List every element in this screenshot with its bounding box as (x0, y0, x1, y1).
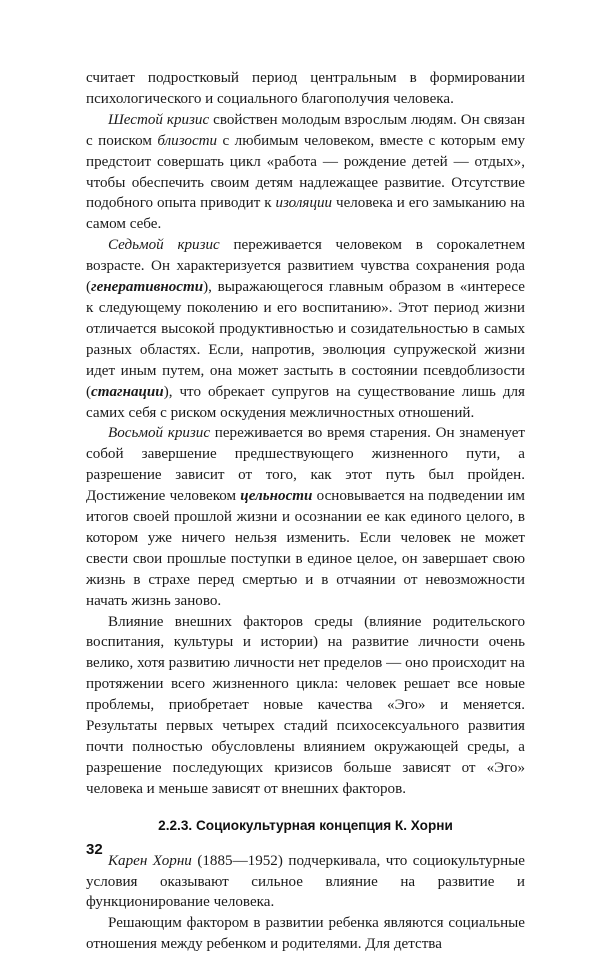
text-run: ), выражающегося главным образом в «интересе к следующему поколению и его воспитанию». Этот период жизни отличается высокой продуктивностью и созидательностью в самых разных областях. Если, напротив, эволюция супружеской жизни идет иным путем, она может застыть в состоянии псевдоблизости ( (86, 279, 525, 400)
paragraph (86, 423, 525, 611)
emphasized-term: близости (157, 132, 218, 149)
emphasized-term: стагнации (91, 383, 164, 400)
paragraphs-after-heading (86, 851, 525, 955)
paragraphs-before-heading (86, 68, 525, 800)
text-run: с любимым человеком, вместе с которым ему предстоит совершать цикл «работа — рождение детей — отдых», чтобы обеспечить своим детям надлежащее развитие. Отсутствие подобного опыта приводит к (86, 132, 526, 212)
paragraph (86, 68, 525, 110)
emphasized-term: генеративности (91, 279, 204, 296)
emphasized-term: цельности (240, 488, 313, 505)
text-run: Решающим фактором в развитии ребенка являются социальные отношения между ребенком и родителями. Для детства (86, 915, 525, 953)
text-run: переживается человеком в сорокалетнем возрасте. Он характеризуется развитием чувства сохранения рода ( (86, 237, 525, 296)
paragraph (86, 612, 525, 800)
text-run: свойствен молодым взрослым людям. Он связан с поиском (86, 111, 526, 149)
page-number: 32 (86, 841, 103, 858)
emphasized-term: Восьмой кризис (108, 425, 211, 442)
text-run: Влияние внешних факторов среды (влияние родительского воспитания, культуры и истории) на развитие личности очень велико, хотя развитию личности нет пределов — оно происходит на протяжении всего жизненного цикла: человек решает все новые проблемы, приобретает новые качества «Эго» и меняется. Результаты первых четырех стадий психосексуального развития почти полностью обусловлены влиянием окружающей среды, а разрешение последующих кризисов больше зависят от «Эго» человека и меньше зависят от внешних факторов. (86, 613, 525, 797)
text-run: ), что обрекает супругов на существование лишь для самих себя с риском оскудения межличностных отношений. (86, 383, 525, 421)
section-heading: 2.2.3. Социокультурная концепция К. Хорни (158, 817, 453, 833)
paragraph (86, 913, 525, 955)
text-run: считает подростковый период центральным в формировании психологического и социального благополучия человека. (86, 70, 525, 107)
emphasized-term: изоляции (275, 195, 333, 212)
paragraph (86, 851, 525, 914)
paragraph (86, 110, 525, 235)
paragraph (86, 235, 525, 423)
emphasized-term: Седьмой кризис (108, 237, 220, 254)
emphasized-term: Карен Хорни (108, 852, 192, 869)
text-run: человека и его замыканию на самом себе. (86, 195, 525, 233)
emphasized-term: Шестой кризис (108, 111, 210, 128)
body-text (86, 68, 525, 955)
text-run: переживается во время старения. Он знаменует собой завершение предшествующего жизненного пути, а разрешение зависит от того, как этот путь был пройден. Достижение человеком (86, 425, 526, 505)
text-run: основывается на подведении им итогов своей прошлой жизни и осознании ее как единого целого, в котором уже ничего нельзя изменить. Если человек не может свести свои прошлые поступки в единое целое, он завершает свою жизнь в страхе перед смертью и в отчаянии от невозможности начать жизнь заново. (86, 488, 525, 609)
text-run: (1885—1952) подчеркивала, что социокультурные условия оказывают сильное влияние на развитие и функционирование человека. (86, 852, 526, 911)
